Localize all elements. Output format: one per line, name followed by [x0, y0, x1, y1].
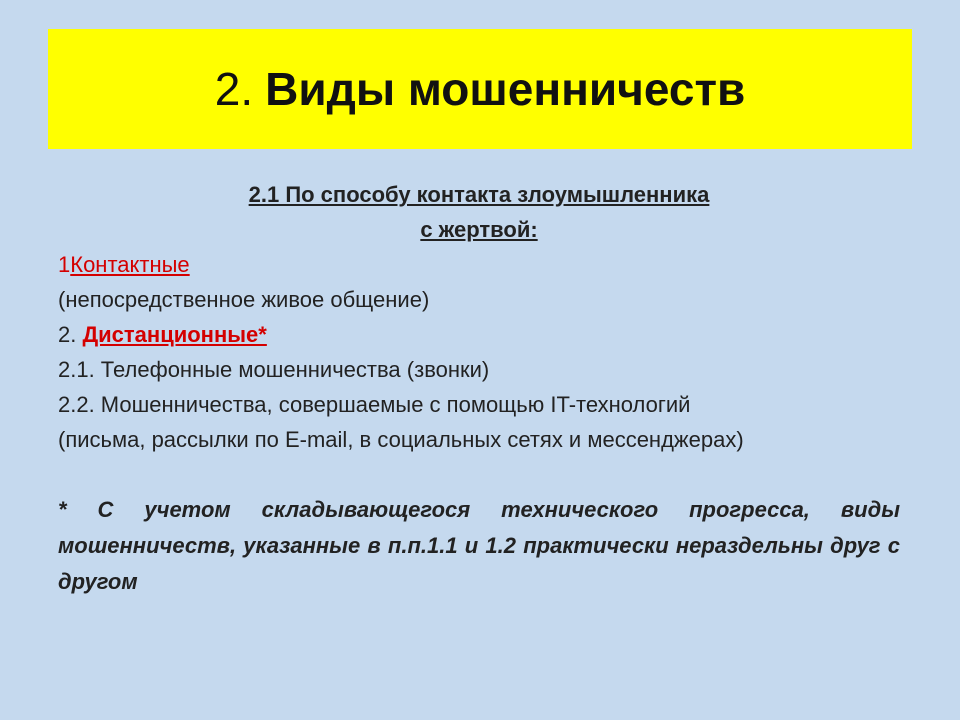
item-it-line-2: (письма, рассылки по E-mail, в социальных сетях и мессенджерах) [58, 427, 744, 452]
item-remote [58, 317, 900, 352]
item-remote-label: Дистанционные* [82, 322, 267, 347]
item-contact-description: (непосредственное живое общение) [58, 287, 430, 312]
subheading-line-2: с жертвой: [420, 217, 538, 242]
title-number: 2. [214, 63, 254, 115]
item-it-line-1: 2.2. Мошенничества, совершаемые с помощью IT-технологий [58, 392, 691, 417]
item-phone: 2.1. Телефонные мошенничества (звонки) [58, 357, 490, 382]
item-contact [58, 247, 900, 282]
page-title: Виды мошенничеств [265, 63, 746, 115]
item-contact-label: Контактные [70, 252, 190, 277]
subheading-line-1: 2.1 По способу контакта злоумышленника [248, 182, 710, 207]
item-remote-number: 2. [58, 322, 83, 347]
footnote: * С учетом складывающегося технического прогресса, виды мошенничеств, указанные в п.п.1.1 и 1.2 практически нераздельны друг с другом [58, 497, 900, 594]
item-contact-number: 1 [58, 252, 71, 277]
title-bar [48, 29, 912, 149]
slide-content [58, 177, 900, 600]
